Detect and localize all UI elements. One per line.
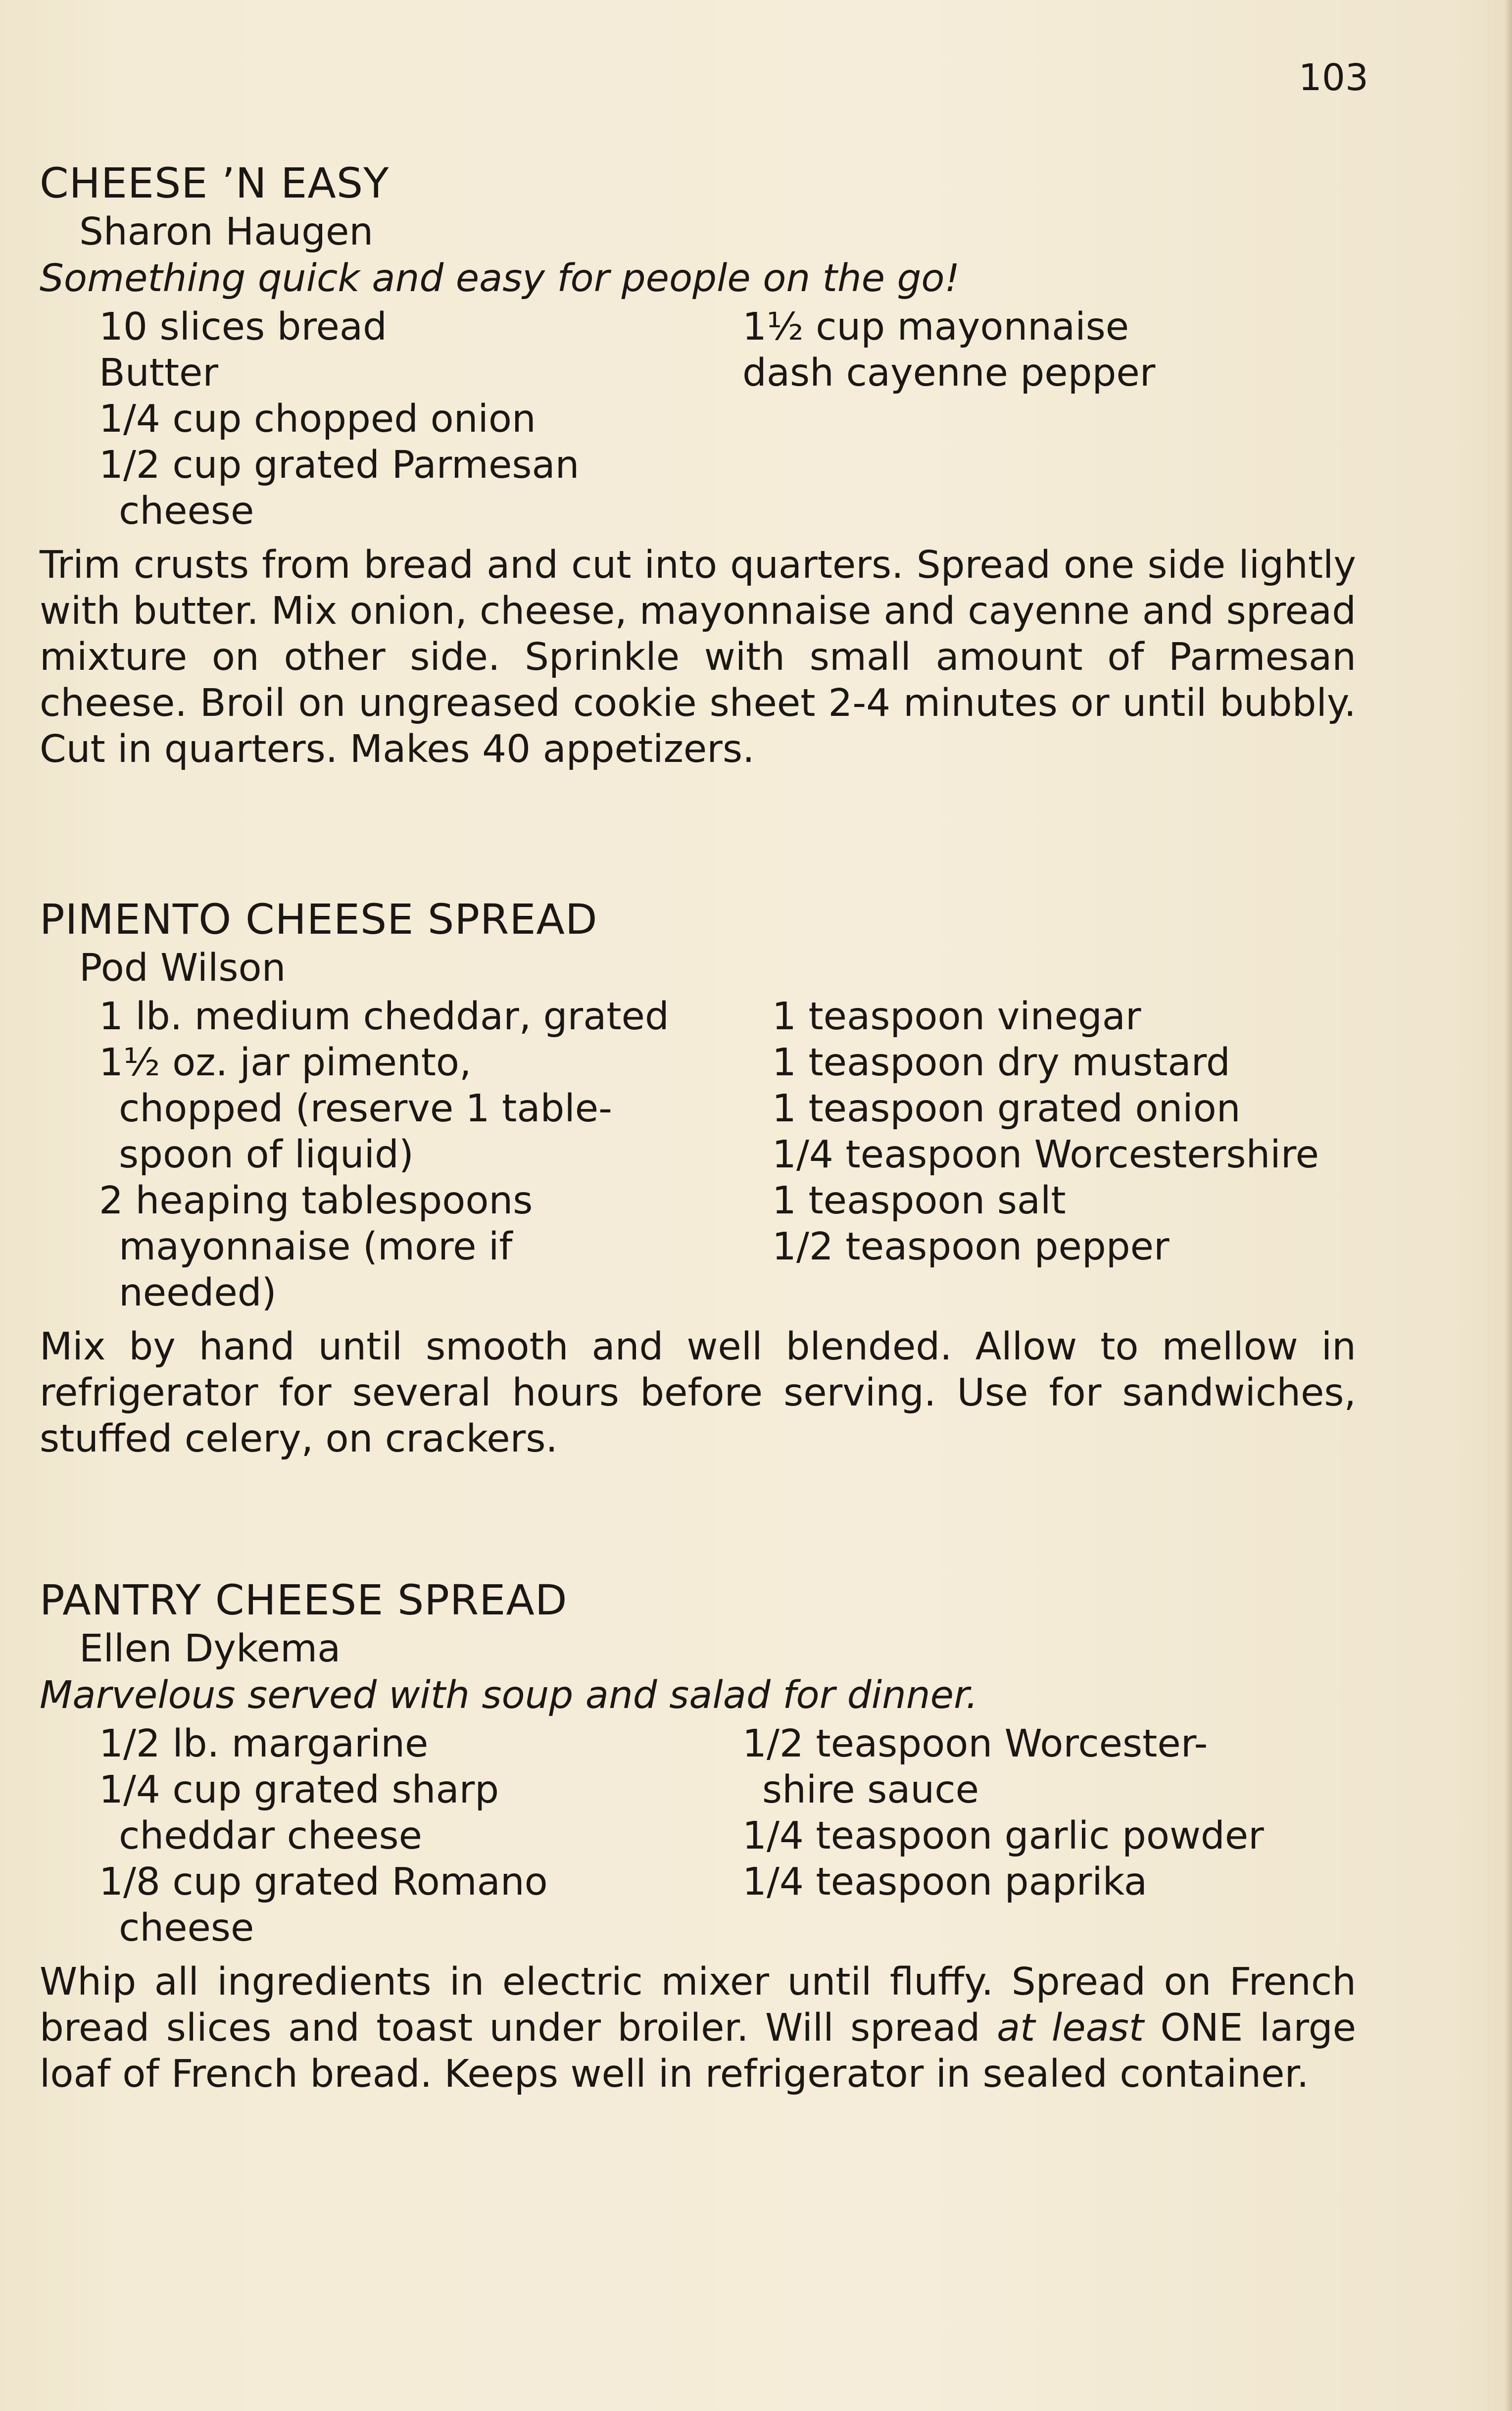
method-emphasis: at least: [996, 2006, 1144, 2050]
recipe-author: Ellen Dykema: [79, 1627, 341, 1671]
recipe-pimento-cheese-spread: [40, 894, 1356, 1500]
recipe-method: Mix by hand until smooth and well blended. Allow to mellow in refrigerator for several hours before serving. Use for sandwiches, stuffed celery, on crackers.: [40, 1325, 1356, 1461]
ingredient: 1/2 lb. margarine: [99, 1722, 429, 1766]
recipe-author: Pod Wilson: [79, 946, 286, 990]
page-edge-shadow: [1504, 0, 1512, 2411]
recipe-author: Sharon Haugen: [79, 210, 374, 254]
ingredients-right-column: [742, 304, 1356, 534]
ingredient: 1/4 teaspoon paprika: [742, 1860, 1148, 1904]
ingredient: 10 slices bread: [99, 305, 387, 349]
ingredient: 1/2 teaspoon pepper: [772, 1225, 1170, 1269]
page-number: 103: [1298, 56, 1368, 99]
recipe-note: Marvelous served with soup and salad for dinner.: [40, 1673, 978, 1717]
method-text: ONE large loaf of French bread. Keeps well in refrigerator in sealed container.: [40, 2006, 1356, 2096]
ingredient: 1/4 teaspoon garlic powder: [742, 1814, 1264, 1858]
recipe-pantry-cheese-spread: [40, 1574, 1356, 2135]
ingredients-left-column: [40, 994, 772, 1316]
ingredient: 1/8 cup grated Romano cheese: [99, 1860, 548, 1950]
recipe-cheese-n-easy: [40, 157, 1356, 810]
ingredient: 1 teaspoon salt: [772, 1179, 1066, 1223]
ingredients: [40, 304, 1356, 534]
ingredient: 1/4 cup grated sharp cheddar cheese: [99, 1768, 499, 1858]
method-text: Whip all ingredients in electric mixer until fluffy. Spread on French bread slices and toast under broiler. Will spread: [40, 1960, 1356, 2050]
ingredient: 1 lb. medium cheddar, grated: [99, 995, 669, 1039]
ingredient: 1 teaspoon vinegar: [772, 995, 1141, 1039]
ingredient: 2 heaping tablespoons mayonnaise (more if needed): [99, 1179, 533, 1315]
recipe-title: PIMENTO CHEESE SPREAD: [40, 895, 598, 944]
ingredient: 1/4 cup chopped onion: [99, 397, 536, 441]
ingredients: [40, 1721, 1356, 1951]
ingredient: 1 teaspoon grated onion: [772, 1087, 1241, 1131]
ingredient: 1/2 cup grated Parmesan cheese: [99, 443, 580, 533]
ingredient: 1/4 teaspoon Worcestershire: [772, 1133, 1319, 1177]
recipe-title: PANTRY CHEESE SPREAD: [40, 1576, 568, 1624]
ingredient: 1½ oz. jar pimento, chopped (reserve 1 table-spoon of liquid): [99, 1041, 612, 1177]
recipe-title: CHEESE ’N EASY: [40, 159, 390, 207]
ingredients-left-column: [40, 1721, 742, 1951]
ingredients-left-column: [40, 304, 742, 534]
recipe-method: Trim crusts from bread and cut into quarters. Spread one side lightly with butter. Mix onion, cheese, mayonnaise and cayenne and spread mixture on other side. Sprinkle with small amount of Parmesan cheese. Broil on ungreased cookie sheet 2-4 minutes or until bubbly. Cut in quarters. Makes 40 appetizers.: [40, 543, 1356, 771]
ingredient: 1 teaspoon dry mustard: [772, 1041, 1230, 1085]
recipe-method: [40, 1959, 1356, 2097]
ingredients-right-column: [742, 1721, 1356, 1951]
recipe-note: Something quick and easy for people on the go!: [40, 256, 960, 301]
ingredients-right-column: [772, 994, 1356, 1316]
ingredients: [40, 994, 1356, 1316]
ingredient: 1/2 teaspoon Worcester-shire sauce: [742, 1722, 1208, 1812]
ingredient: Butter: [99, 351, 219, 395]
ingredient: dash cayenne pepper: [742, 351, 1156, 395]
ingredient: 1½ cup mayonnaise: [742, 305, 1129, 349]
